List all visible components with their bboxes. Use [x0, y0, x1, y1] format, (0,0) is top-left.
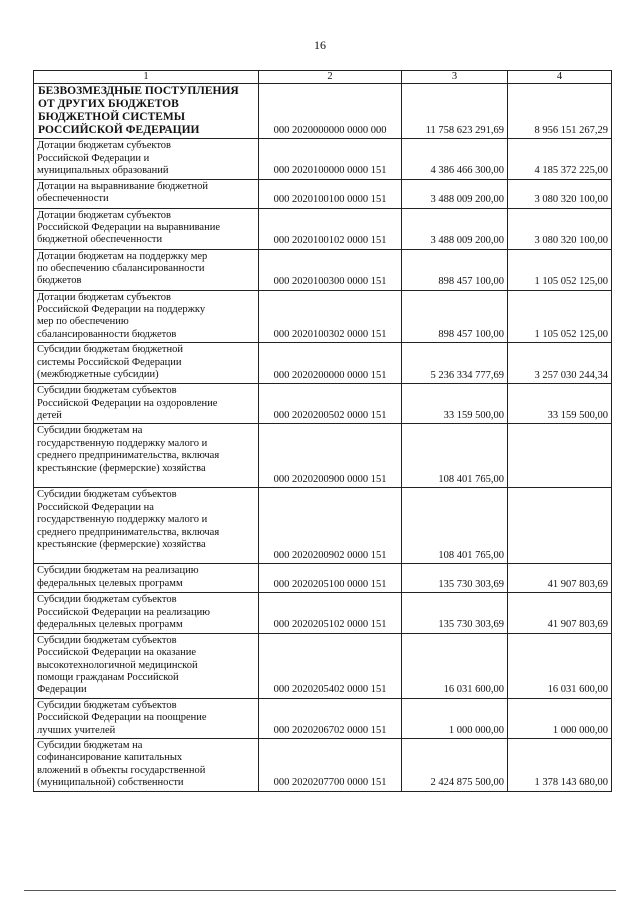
- row-code-cell: 000 2020200902 0000 151: [259, 488, 402, 564]
- row-value-col4-cell: 1 105 052 125,00: [508, 290, 612, 343]
- table-row: [34, 698, 612, 738]
- row-value-col3-cell: 33 159 500,00: [402, 384, 508, 424]
- header-cell-1: 1: [34, 71, 259, 84]
- row-value-col4-cell: 3 080 320 100,00: [508, 179, 612, 208]
- row-name-cell: Субсидии бюджетам субъектов Российской Федерации на поощрение лучших учителей: [34, 698, 259, 738]
- table-row: [34, 343, 612, 384]
- header-cell-4: 4: [508, 71, 612, 84]
- table-row: [34, 179, 612, 208]
- row-value-col3-cell: 2 424 875 500,00: [402, 738, 508, 791]
- row-name-cell: Дотации на выравнивание бюджетной обеспеченности: [34, 179, 259, 208]
- header-cell-3: 3: [402, 71, 508, 84]
- row-name-cell: Субсидии бюджетам субъектов Российской Федерации на оказание высокотехнологичной медицинской помощи гражданам Российской Федерации: [34, 633, 259, 698]
- row-name-cell: Субсидии бюджетам на софинансирование капитальных вложений в объекты государственной (муниципальной) собственности: [34, 738, 259, 791]
- row-value-col4-cell: [508, 488, 612, 564]
- row-value-col3-cell: 3 488 009 200,00: [402, 179, 508, 208]
- row-code-cell: 000 2020205100 0000 151: [259, 564, 402, 593]
- row-code-cell: 000 2020100102 0000 151: [259, 208, 402, 249]
- table-row: [34, 290, 612, 343]
- table-row: [34, 593, 612, 633]
- table-header-row: [34, 71, 612, 84]
- row-name-cell: Дотации бюджетам субъектов Российской Федерации и муниципальных образований: [34, 139, 259, 179]
- row-name-cell: Субсидии бюджетам бюджетной системы Российской Федерации (межбюджетные субсидии): [34, 343, 259, 384]
- table-row: [34, 488, 612, 564]
- table-row: [34, 564, 612, 593]
- row-name-cell: Дотации бюджетам на поддержку мер по обеспечению сбалансированности бюджетов: [34, 249, 259, 290]
- table-row: [34, 424, 612, 488]
- header-cell-2: 2: [259, 71, 402, 84]
- footer-divider: [24, 890, 616, 891]
- table-row: [34, 738, 612, 791]
- row-code-cell: 000 2020205402 0000 151: [259, 633, 402, 698]
- row-name-cell: Субсидии бюджетам субъектов Российской Федерации на государственную поддержку малого и среднего предпринимательства, включая крестьянские (фермерские) хозяйства: [34, 488, 259, 564]
- row-name-cell: БЕЗВОЗМЕЗДНЫЕ ПОСТУПЛЕНИЯ ОТ ДРУГИХ БЮДЖЕТОВ БЮДЖЕТНОЙ СИСТЕМЫ РОССИЙСКОЙ ФЕДЕРАЦИИ: [34, 84, 259, 139]
- row-value-col4-cell: 3 257 030 244,34: [508, 343, 612, 384]
- row-name-cell: Субсидии бюджетам на реализацию федеральных целевых программ: [34, 564, 259, 593]
- table-row: [34, 208, 612, 249]
- row-code-cell: 000 2020205102 0000 151: [259, 593, 402, 633]
- row-value-col4-cell: 1 105 052 125,00: [508, 249, 612, 290]
- row-value-col4-cell: 33 159 500,00: [508, 384, 612, 424]
- row-value-col4-cell: [508, 424, 612, 488]
- row-code-cell: 000 2020206702 0000 151: [259, 698, 402, 738]
- row-code-cell: 000 2020200000 0000 151: [259, 343, 402, 384]
- row-name-cell: Субсидии бюджетам субъектов Российской Федерации на оздоровление детей: [34, 384, 259, 424]
- row-name-cell: Субсидии бюджетам на государственную поддержку малого и среднего предпринимательства, включая крестьянские (фермерские) хозяйства: [34, 424, 259, 488]
- page-number: 16: [314, 38, 326, 52]
- row-value-col4-cell: 1 000 000,00: [508, 698, 612, 738]
- row-code-cell: 000 2020200502 0000 151: [259, 384, 402, 424]
- row-value-col3-cell: 108 401 765,00: [402, 424, 508, 488]
- row-value-col4-cell: 41 907 803,69: [508, 564, 612, 593]
- row-value-col4-cell: 41 907 803,69: [508, 593, 612, 633]
- row-code-cell: 000 2020100302 0000 151: [259, 290, 402, 343]
- row-value-col3-cell: 108 401 765,00: [402, 488, 508, 564]
- row-value-col3-cell: 4 386 466 300,00: [402, 139, 508, 179]
- row-name-cell: Дотации бюджетам субъектов Российской Федерации на поддержку мер по обеспечению сбалансированности бюджетов: [34, 290, 259, 343]
- row-value-col3-cell: 898 457 100,00: [402, 290, 508, 343]
- row-value-col3-cell: 11 758 623 291,69: [402, 84, 508, 139]
- row-value-col3-cell: 1 000 000,00: [402, 698, 508, 738]
- row-value-col4-cell: 1 378 143 680,00: [508, 738, 612, 791]
- row-value-col3-cell: 3 488 009 200,00: [402, 208, 508, 249]
- row-code-cell: 000 2020100000 0000 151: [259, 139, 402, 179]
- row-name-cell: Дотации бюджетам субъектов Российской Федерации на выравнивание бюджетной обеспеченности: [34, 208, 259, 249]
- budget-revenue-table: [33, 70, 612, 792]
- table-row: [34, 84, 612, 139]
- row-value-col3-cell: 5 236 334 777,69: [402, 343, 508, 384]
- table-row: [34, 633, 612, 698]
- row-code-cell: 000 2020207700 0000 151: [259, 738, 402, 791]
- row-value-col4-cell: 4 185 372 225,00: [508, 139, 612, 179]
- row-value-col3-cell: 16 031 600,00: [402, 633, 508, 698]
- table-row: [34, 139, 612, 179]
- row-code-cell: 000 2020200900 0000 151: [259, 424, 402, 488]
- row-value-col4-cell: 3 080 320 100,00: [508, 208, 612, 249]
- row-code-cell: 000 2020100300 0000 151: [259, 249, 402, 290]
- table-row: [34, 249, 612, 290]
- row-code-cell: 000 2020100100 0000 151: [259, 179, 402, 208]
- row-value-col3-cell: 898 457 100,00: [402, 249, 508, 290]
- row-value-col4-cell: 16 031 600,00: [508, 633, 612, 698]
- row-name-cell: Субсидии бюджетам субъектов Российской Федерации на реализацию федеральных целевых программ: [34, 593, 259, 633]
- table-row: [34, 384, 612, 424]
- row-value-col3-cell: 135 730 303,69: [402, 564, 508, 593]
- row-value-col3-cell: 135 730 303,69: [402, 593, 508, 633]
- row-code-cell: 000 2020000000 0000 000: [259, 84, 402, 139]
- row-value-col4-cell: 8 956 151 267,29: [508, 84, 612, 139]
